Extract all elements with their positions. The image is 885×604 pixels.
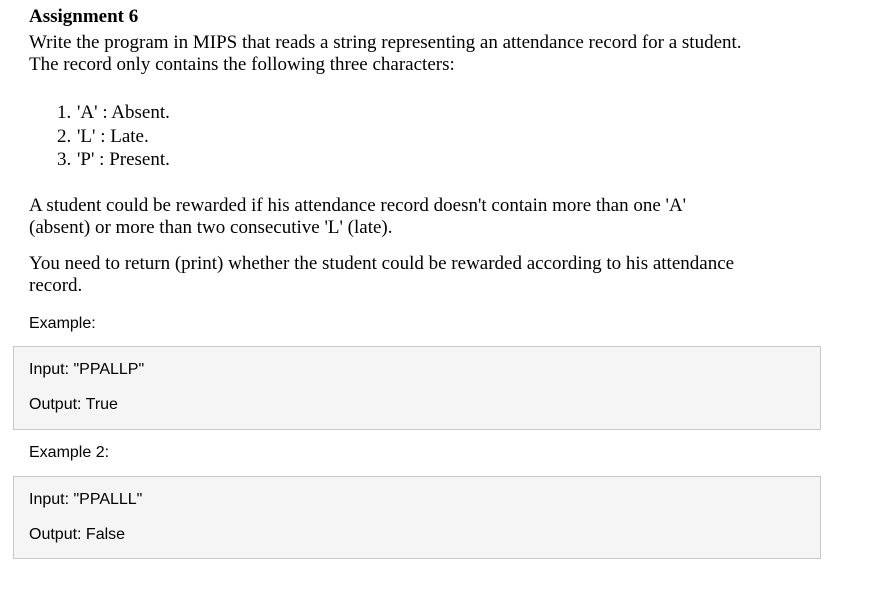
intro-line: Write the program in MIPS that reads a string representing an attendance record for a student. <box>29 32 742 53</box>
task-line: record. <box>29 275 83 296</box>
example-2-input: Input: "PPALLL" <box>29 491 143 508</box>
example-2-label: Example 2: <box>29 444 110 461</box>
list-text: 'P' : Present. <box>77 149 170 170</box>
intro-line: The record only contains the following three characters: <box>29 54 455 75</box>
list-item <box>57 148 170 172</box>
intro-paragraph <box>29 32 849 76</box>
example-2-box <box>13 476 821 559</box>
list-number: 2. <box>57 125 72 147</box>
example-1-input: Input: "PPALLP" <box>29 361 145 378</box>
list-text: 'L' : Late. <box>77 125 149 147</box>
list-item <box>57 101 170 125</box>
rule-line: (absent) or more than two consecutive 'L' (late). <box>29 217 393 238</box>
rule-line: A student could be rewarded if his attendance record doesn't contain more than one 'A' <box>29 195 687 216</box>
character-list <box>57 101 170 172</box>
example-2-output: Output: False <box>29 526 126 543</box>
task-line: You need to return (print) whether the student could be rewarded according to his attendance <box>29 253 735 274</box>
list-item <box>57 125 170 149</box>
task-paragraph <box>29 253 849 297</box>
reward-rule-paragraph <box>29 195 849 239</box>
example-1-output: Output: True <box>29 396 118 413</box>
list-number: 3. <box>57 149 72 170</box>
list-text: 'A' : Absent. <box>77 102 170 123</box>
example-1-label: Example: <box>29 315 96 332</box>
assignment-title: Assignment 6 <box>29 6 139 27</box>
list-number: 1. <box>57 102 72 123</box>
example-1-box <box>13 346 821 430</box>
